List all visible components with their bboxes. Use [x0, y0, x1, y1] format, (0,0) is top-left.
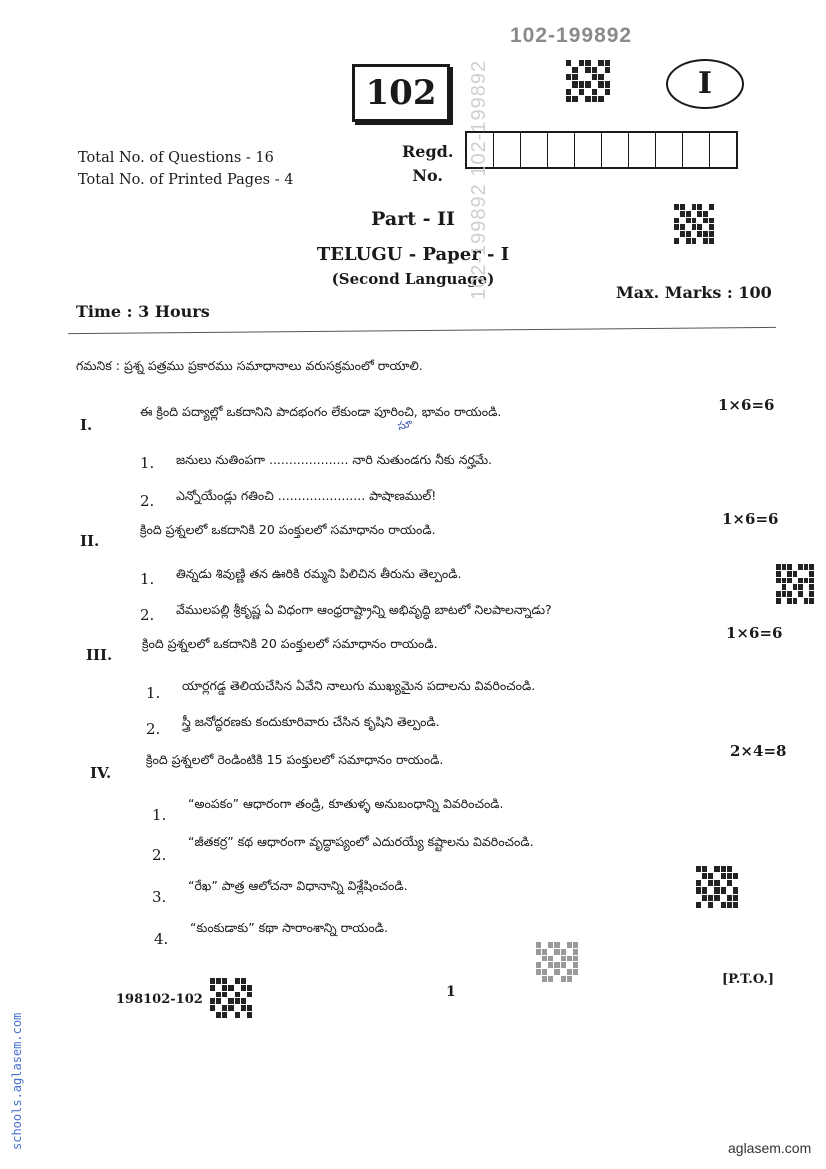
serial-number-top: 102-199892	[510, 24, 633, 47]
regd-digit-box[interactable]	[575, 133, 602, 167]
question-text: వేములపల్లి శ్రీకృష్ణ ఏ విధంగా ఆంధ్రరాష్ట్రాన్ని అభివృద్ధి బాటలో నిలపాలన్నాడు?	[176, 602, 552, 617]
instructions-note: గమనిక : ప్రశ్న పత్రము ప్రకారము సమాధానాలు వరుసక్రమంలో రాయాలి.	[76, 358, 423, 373]
regd-label-line1: Regd.	[402, 142, 454, 161]
regd-digit-box[interactable]	[710, 133, 736, 167]
barcode-top-icon	[566, 60, 610, 102]
paper-info	[78, 147, 293, 191]
section-marks: 1×6=6	[726, 624, 783, 642]
question-number: 2.	[146, 720, 161, 738]
subject-title: TELUGU - Paper - I	[316, 244, 510, 265]
header-divider	[68, 327, 776, 334]
handwritten-note: సూ	[395, 415, 415, 434]
question-number: 1.	[140, 454, 155, 472]
section-marks: 1×6=6	[718, 396, 775, 414]
question-text: “కుంకుడాకు” కథా సారాంశాన్ని రాయండి.	[190, 920, 388, 935]
serial-watermark: 102-199892 102-199892	[468, 59, 490, 300]
paper-code-box: 102	[352, 64, 450, 122]
section-instruction: క్రింది ప్రశ్నలలో ఒకదానికి 20 పంక్తులలో సమాధానం రాయండి.	[142, 636, 438, 651]
regd-digit-box[interactable]	[629, 133, 656, 167]
regd-label	[402, 140, 453, 188]
section-instruction: ఈ క్రింది పద్యాల్లో ఒకదానిని పాదభంగం లేకుండా పూరించి, భావం రాయండి.	[140, 404, 502, 419]
barcode-title-icon	[674, 204, 714, 244]
qr-code-right-icon	[776, 564, 814, 604]
section-roman: I.	[80, 416, 93, 434]
regd-digit-box[interactable]	[521, 133, 548, 167]
question-number: 2.	[152, 846, 167, 864]
question-text: స్త్రీ జనోద్ధరణకు కందుకూరివారు చేసిన కృషిని తెల్పండి.	[182, 714, 440, 729]
question-text: “జీతకర్ర” కథ ఆధారంగా వృద్ధాప్యంలో ఎదురయ్యే కష్టాలను వివరించండి.	[188, 834, 534, 849]
regd-digit-box[interactable]	[494, 133, 521, 167]
regd-number-boxes[interactable]	[465, 131, 738, 169]
question-text: “రేఖ” పాత్ర ఆలోచనా విధానాన్ని విశ్లేషించండి.	[188, 878, 408, 893]
question-text: ఎన్నోయేండ్లు గతించి ...................... పాషాణముల్!	[176, 488, 437, 503]
total-questions: Total No. of Questions - 16	[78, 150, 274, 166]
question-number: 2.	[140, 606, 155, 624]
question-text: యార్లగడ్డ తెలియచేసిన ఏవేని నాలుగు ముఖ్యమైన పదాలను వివరించండి.	[182, 678, 536, 693]
section-roman: IV.	[90, 764, 112, 782]
question-number: 4.	[154, 930, 169, 948]
total-pages: Total No. of Printed Pages - 4	[78, 172, 294, 188]
faint-barcode-icon	[536, 942, 578, 982]
language-subtitle: (Second Language)	[331, 270, 495, 288]
footer-code: 198102-102	[116, 992, 203, 1007]
set-indicator: I	[666, 59, 744, 109]
side-url: schools.aglasem.com	[10, 1012, 24, 1150]
question-text: జనులు నుతింపగా .................... నారి నుతుండగు నీకు నర్హమే.	[176, 452, 493, 467]
section-marks: 1×6=6	[722, 510, 779, 528]
regd-label-line2: No.	[412, 166, 443, 185]
section-instruction: క్రింది ప్రశ్నలలో ఒకదానికి 20 పంక్తులలో సమాధానం రాయండి.	[140, 522, 436, 537]
question-number: 1.	[152, 806, 167, 824]
max-marks: Max. Marks : 100	[616, 283, 772, 302]
regd-digit-box[interactable]	[656, 133, 683, 167]
section-marks: 2×4=8	[730, 742, 787, 760]
section-roman: III.	[86, 646, 113, 664]
barcode-right-icon	[696, 866, 738, 908]
regd-digit-box[interactable]	[548, 133, 575, 167]
section-roman: II.	[80, 532, 100, 550]
question-number: 2.	[140, 492, 155, 510]
section-instruction: క్రింది ప్రశ్నలలో రెండింటికి 15 పంక్తులలో సమాధానం రాయండి.	[146, 752, 444, 767]
pto-label: [P.T.O.]	[722, 972, 775, 987]
question-number: 1.	[140, 570, 155, 588]
question-number: 1.	[146, 684, 161, 702]
question-text: “అంపకం” ఆధారంగా తండ్రి, కూతుళ్ళ అనుబంధాన్ని వివరించండి.	[188, 796, 504, 811]
part-title: Part - II	[371, 208, 455, 230]
time-allowed: Time : 3 Hours	[76, 302, 210, 321]
question-text: తిన్నడు శివుణ్ణి తన ఊరికి రమ్మని పిలిచిన తీరును తెల్పండి.	[176, 566, 462, 581]
regd-digit-box[interactable]	[683, 133, 710, 167]
regd-digit-box[interactable]	[602, 133, 629, 167]
brand-url: aglasem.com	[728, 1140, 812, 1156]
page-number: 1	[446, 984, 456, 1000]
barcode-footer-icon	[210, 978, 252, 1018]
question-number: 3.	[152, 888, 167, 906]
